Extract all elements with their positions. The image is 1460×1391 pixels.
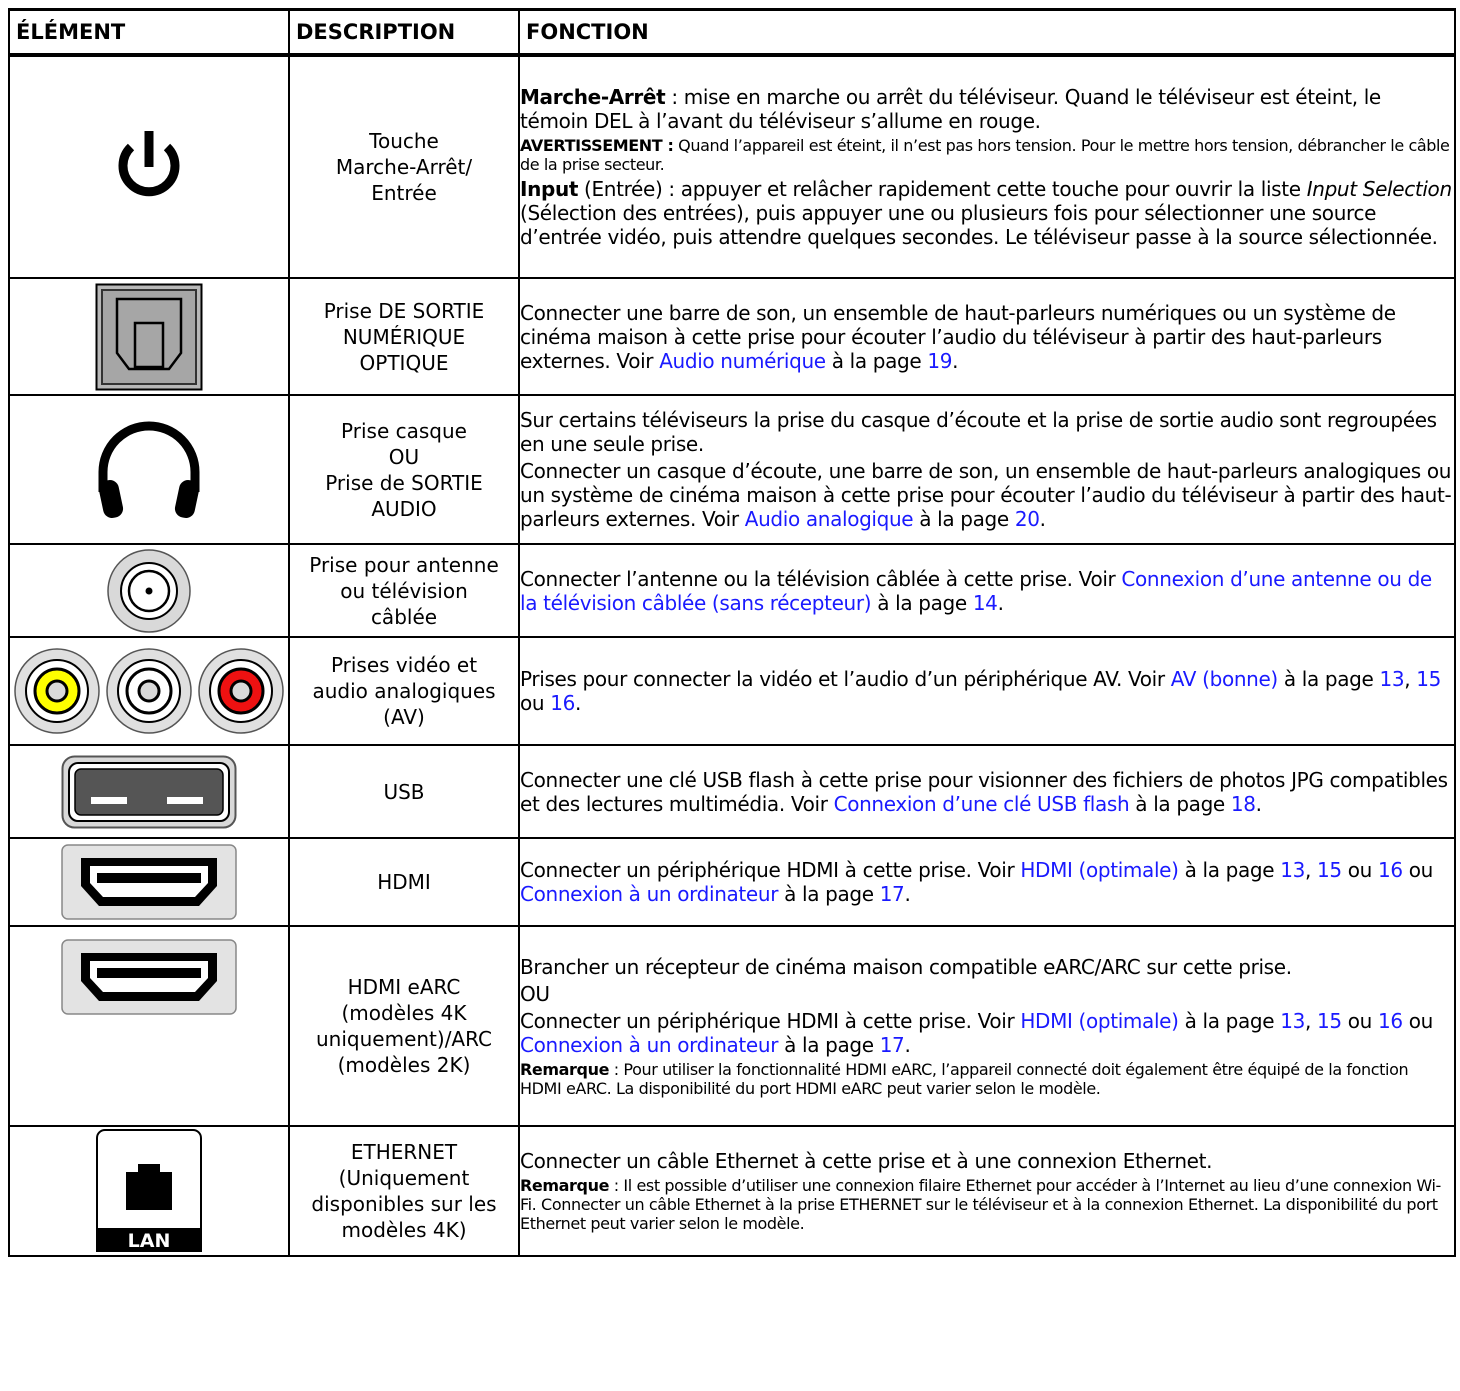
link-hdmi-optimale[interactable]: HDMI (optimale) <box>1020 1008 1179 1033</box>
link-page[interactable]: 18 <box>1230 791 1256 816</box>
header-fonction: FONCTION <box>519 10 1455 56</box>
function-text: Connecter un casque d’écoute, une barre de son, un ensemble de haut-parleurs analogiques ou un système de cinéma maison à cette prise pour écouter l’audio du téléviseur à partir des haut-parleurs externes. Voir <box>520 459 1452 531</box>
element-cell <box>9 745 289 838</box>
function-text: Brancher un récepteur de cinéma maison compatible eARC/ARC sur cette prise. <box>520 954 1292 979</box>
function-text: . <box>952 348 959 373</box>
link-connexion-usb[interactable]: Connexion d’une clé USB flash <box>833 791 1130 816</box>
usb-port-icon <box>61 755 237 829</box>
function-cell <box>519 395 1455 544</box>
input-selection-term: Input Selection <box>1306 177 1452 201</box>
desc-line: OPTIQUE <box>359 350 449 375</box>
function-cell <box>519 1126 1455 1256</box>
desc-line: Prise pour antenne <box>309 552 499 577</box>
table-row <box>9 55 1455 278</box>
desc-line: Entrée <box>371 181 437 205</box>
link-page[interactable]: 14 <box>972 590 998 615</box>
table-row <box>9 278 1455 395</box>
element-cell <box>9 55 289 278</box>
description-cell <box>289 278 519 395</box>
lan-label: LAN <box>127 1230 171 1252</box>
table-row <box>9 637 1455 745</box>
table-row <box>9 838 1455 926</box>
link-page[interactable]: 13 <box>1280 858 1305 882</box>
function-text: , <box>1404 667 1417 691</box>
function-text: Connecter l’antenne ou la télévision câblée à cette prise. Voir <box>520 566 1122 591</box>
rca-red-jack <box>199 649 283 733</box>
header-description: DESCRIPTION <box>289 10 519 56</box>
function-cell <box>519 926 1455 1126</box>
note-text: : Il est possible d’utiliser une connexion filaire Ethernet pour accéder à l’Internet au lieu d’une connexion Wi-Fi. Connecter un câble Ethernet à la prise ETHERNET sur le téléviseur et à la connexion Ethernet. La disponibilité du port Ethernet peut varier selon le modèle. <box>520 1176 1441 1233</box>
description-cell <box>289 544 519 637</box>
function-text: Sur certains téléviseurs la prise du casque d’écoute et la prise de sortie audio sont regroupées en une seule prise. <box>520 408 1437 456</box>
link-page[interactable]: 16 <box>550 691 575 715</box>
function-text: . <box>574 691 581 715</box>
desc-line: HDMI <box>377 870 431 894</box>
function-text: ou <box>1402 1008 1433 1033</box>
ports-table <box>8 8 1456 1257</box>
function-cell <box>519 55 1455 278</box>
rca-av-ports-icon <box>12 646 286 736</box>
function-text: , <box>1304 858 1317 882</box>
element-cell <box>9 838 289 926</box>
function-text: OU <box>520 981 550 1006</box>
function-text: ou <box>1341 858 1378 882</box>
function-cell <box>519 637 1455 745</box>
desc-line: (Uniquement <box>338 1166 470 1190</box>
desc-line: ETHERNET <box>350 1140 458 1164</box>
desc-line: Marche-Arrêt/ <box>335 155 473 179</box>
rca-yellow-jack <box>15 649 99 733</box>
description-cell <box>289 637 519 745</box>
desc-line: Prises vidéo et <box>330 653 478 677</box>
desc-line: ou télévision <box>340 578 468 603</box>
function-text: , <box>1304 1008 1317 1033</box>
link-page[interactable]: 15 <box>1316 858 1342 882</box>
power-icon <box>109 127 189 207</box>
desc-line: uniquement)/ARC <box>316 1027 492 1051</box>
warning-text: Quand l’appareil est éteint, il n’est pas hors tension. Pour le mettre hors tension, débrancher le câble de la prise secteur. <box>520 136 1450 174</box>
desc-line: disponibles sur les <box>311 1192 497 1216</box>
power-term: Marche-Arrêt <box>520 85 666 109</box>
function-text: Connecter un périphérique HDMI à cette prise. Voir <box>520 1008 1021 1033</box>
description-cell <box>289 55 519 278</box>
desc-line: Prise casque <box>341 418 467 443</box>
element-cell <box>9 395 289 544</box>
link-page[interactable]: 13 <box>1379 667 1405 691</box>
desc-line: câblée <box>370 604 438 629</box>
note-text: : Pour utiliser la fonctionnalité HDMI eARC, l’appareil connecté doit également être équipé de la fonction HDMI eARC. La disponibilité du port HDMI eARC peut varier selon le modèle. <box>520 1059 1409 1098</box>
link-page[interactable]: 15 <box>1416 667 1442 691</box>
table-row <box>9 395 1455 544</box>
ethernet-lan-port-icon <box>95 1128 203 1254</box>
coax-antenna-port-icon <box>106 548 192 634</box>
description-cell <box>289 1126 519 1256</box>
link-hdmi-optimale[interactable]: HDMI (optimale) <box>1020 858 1179 882</box>
desc-line: OU <box>388 444 420 469</box>
rca-white-jack <box>107 649 191 733</box>
function-text: . <box>1255 791 1262 816</box>
hdmi-port-icon <box>61 844 237 920</box>
link-page[interactable]: 17 <box>879 882 905 906</box>
function-text: à la page <box>1178 858 1281 882</box>
function-text: Connecter une barre de son, un ensemble de haut-parleurs numériques ou un système de cinéma maison à cette prise pour écouter l’audio du téléviseur à partir des haut-parleurs externes. Voir <box>520 300 1396 373</box>
header-element: ÉLÉMENT <box>9 10 289 56</box>
desc-line: NUMÉRIQUE <box>342 324 466 349</box>
function-text: . <box>997 590 1004 615</box>
function-text: à la page <box>1129 791 1231 816</box>
description-cell <box>289 926 519 1126</box>
function-text: Prises pour connecter la vidéo et l’audio d’un périphérique AV. Voir <box>520 667 1171 691</box>
desc-line: USB <box>383 779 425 804</box>
element-cell <box>9 1126 289 1256</box>
link-connexion-antenne[interactable]: Connexion d’une antenne ou de la télévision câblée (sans récepteur) <box>520 566 1432 615</box>
input-term: Input <box>520 177 579 201</box>
link-page[interactable]: 17 <box>879 1032 905 1057</box>
link-page[interactable]: 19 <box>927 348 953 373</box>
function-cell <box>519 838 1455 926</box>
table-header-row <box>9 10 1455 56</box>
table-row <box>9 745 1455 838</box>
link-connexion-ordinateur[interactable]: Connexion à un ordinateur <box>520 1032 779 1057</box>
function-text: ou <box>520 691 551 715</box>
function-text: ou <box>1402 858 1433 882</box>
link-av-bonne[interactable]: AV (bonne) <box>1170 667 1278 691</box>
function-text: à la page <box>1277 667 1380 691</box>
table-row <box>9 926 1455 1126</box>
desc-line: Prise DE SORTIE <box>323 298 485 323</box>
link-page[interactable]: 20 <box>1014 507 1040 531</box>
description-cell <box>289 745 519 838</box>
desc-line: Prise de SORTIE <box>325 470 483 495</box>
hdmi-earc-port-icon <box>61 939 237 1015</box>
function-cell <box>519 745 1455 838</box>
function-text: Connecter une clé USB flash à cette prise pour visionner des fichiers de photos JPG compatibles et des lectures multimédia. Voir <box>520 767 1448 816</box>
link-page[interactable]: 16 <box>1377 1008 1403 1033</box>
function-text: Connecter un périphérique HDMI à cette prise. Voir <box>520 858 1021 882</box>
link-page[interactable]: 13 <box>1280 1008 1305 1033</box>
desc-line: (modèles 4K <box>341 1001 467 1025</box>
note-term: Remarque <box>520 1176 610 1195</box>
warning-term: AVERTISSEMENT : <box>520 136 674 155</box>
desc-line: audio analogiques <box>312 679 496 703</box>
link-page[interactable]: 15 <box>1316 1008 1342 1033</box>
link-page[interactable]: 16 <box>1377 858 1403 882</box>
function-text: à la page <box>1178 1008 1281 1033</box>
function-text: à la page <box>871 590 973 615</box>
desc-line: AUDIO <box>371 496 437 521</box>
function-text: à la page <box>825 348 928 373</box>
power-text: : mise en marche ou arrêt du téléviseur. Quand le téléviseur est éteint, le témoin DEL à l’avant du téléviseur s’allume en rouge. <box>520 85 1381 133</box>
element-cell <box>9 544 289 637</box>
function-text: . <box>1039 507 1046 531</box>
desc-line: HDMI eARC <box>347 975 461 999</box>
function-text: ou <box>1341 1008 1378 1033</box>
link-connexion-ordinateur[interactable]: Connexion à un ordinateur <box>520 882 779 906</box>
function-text: . <box>904 882 911 906</box>
optical-port-icon <box>95 283 203 391</box>
table-row <box>9 1126 1455 1256</box>
function-text: à la page <box>778 882 880 906</box>
element-cell <box>9 278 289 395</box>
function-text: à la page <box>778 1032 880 1057</box>
input-text: (Sélection des entrées), puis appuyer une ou plusieurs fois pour sélectionner une source d’entrée vidéo, puis attendre quelques secondes. Le téléviseur passe à la source sélectionnée. <box>520 201 1438 249</box>
function-text: Connecter un câble Ethernet à cette prise et à une connexion Ethernet. <box>520 1149 1213 1173</box>
function-text: à la page <box>913 507 1015 531</box>
function-text: . <box>904 1032 911 1057</box>
input-text: (Entrée) : appuyer et relâcher rapidement cette touche pour ouvrir la liste <box>578 177 1307 201</box>
function-cell <box>519 278 1455 395</box>
table-row <box>9 544 1455 637</box>
desc-line: Touche <box>369 129 439 153</box>
headphones-icon <box>89 420 209 520</box>
desc-line: (modèles 2K) <box>337 1053 471 1077</box>
desc-line: modèles 4K) <box>341 1218 467 1242</box>
element-cell <box>9 637 289 745</box>
description-cell <box>289 838 519 926</box>
link-audio-analogique[interactable]: Audio analogique <box>744 507 914 531</box>
element-cell <box>9 926 289 1126</box>
desc-line: (AV) <box>383 705 425 729</box>
note-term: Remarque <box>520 1059 610 1079</box>
description-cell <box>289 395 519 544</box>
function-cell <box>519 544 1455 637</box>
link-audio-numerique[interactable]: Audio numérique <box>659 348 826 373</box>
